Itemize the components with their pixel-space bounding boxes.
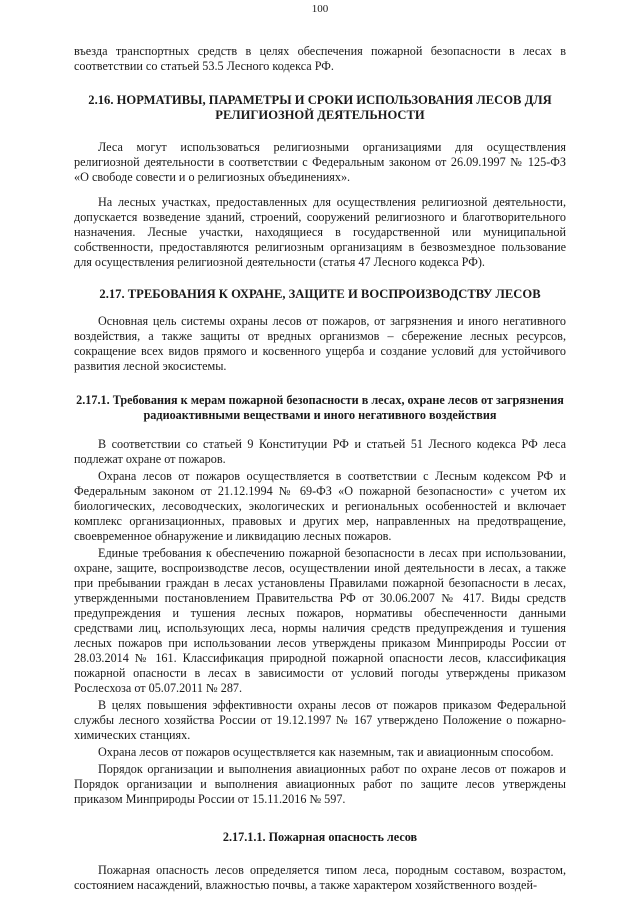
- section-2-17-paragraph: Основная цель системы охраны лесов от пожаров, от загрязнения и иного негативного воздействия, а также защиты от вредных организмов – сбережение лесных ресурсов, сокращение всех видов прямого и косвенного ущерба и создание условий для устойчивого развития лесной экосистемы.: [74, 314, 566, 373]
- page-content: [74, 44, 566, 893]
- section-2-16-paragraph-1: Леса могут использоваться религиозными организациями для осуществления религиозной деятельности в соответствии с Федеральным законом от 26.09.1997 № 125-ФЗ «О свободе совести и о религиозных объединениях».: [74, 140, 566, 184]
- section-2-17-1-1-paragraph: Пожарная опасность лесов определяется типом леса, породным составом, возрастом, состоянием насаждений, влажностью почвы, а также характером хозяйственного воздей-: [74, 863, 566, 892]
- section-2-17-1-paragraph-6: Порядок организации и выполнения авиационных работ по охране лесов от пожаров и Порядок организации и выполнения авиационных работ по защите лесов утверждены приказом Минприроды России от 15.11.2016 № 597.: [74, 762, 566, 806]
- section-2-17-1-paragraph-3: Единые требования к обеспечению пожарной безопасности в лесах при использовании, охране, защите, воспроизводстве лесов, осуществлении иной деятельности в лесах, а также при пребывании граждан в лесах установлены Правилами пожарной безопасности в лесах, утвержденными постановлением Правительства РФ от 30.06.2007 № 417. Виды средств предупреждения и тушения лесных пожаров, нормативы обеспеченности данными средствами лиц, использующих леса, нормы наличия средств предупреждения и тушения лесных пожаров при использовании лесов утверждены приказом Минприроды России от 28.03.2014 № 161. Классификация природной пожарной опасности лесов, классификация пожарной опасности в лесах в зависимости от условий погоды утверждены приказом Рослесхоза от 05.07.2011 № 287.: [74, 546, 566, 695]
- section-2-17-1-paragraph-4: В целях повышения эффективности охраны лесов от пожаров приказом Федеральной службы лесного хозяйства России от 19.12.1997 № 167 утверждено Положение о пожарно-химических станциях.: [74, 698, 566, 742]
- page-number: 100: [311, 3, 329, 15]
- section-2-17-1-paragraph-2: Охрана лесов от пожаров осуществляется в соответствии с Лесным кодексом РФ и Федеральным законом от 21.12.1994 № 69-ФЗ «О пожарной безопасности» с учетом их биологических, лесоводческих, экологических и региональных особенностей и включает комплекс организационных, правовых и других мер, направленных на предотвращение, своевременное обнаружение и ликвидацию лесных пожаров.: [74, 469, 566, 543]
- section-2-17-heading: 2.17. ТРЕБОВАНИЯ К ОХРАНЕ, ЗАЩИТЕ И ВОСПРОИЗВОДСТВУ ЛЕСОВ: [99, 287, 541, 301]
- section-2-16-paragraph-2: На лесных участках, предоставленных для осуществления религиозной деятельности, допускается возведение зданий, строений, сооружений религиозного и благотворительного назначения. Лесные участки, находящиеся в государственной или муниципальной собственности, предоставляются религиозным организациям в безвозмездное пользование для осуществления религиозной деятельности (статья 47 Лесного кодекса РФ).: [74, 195, 566, 269]
- section-2-17-1-paragraph-1: В соответствии со статьей 9 Конституции РФ и статьей 51 Лесного кодекса РФ леса подлежат охране от пожаров.: [74, 437, 566, 466]
- section-2-17-1-paragraph-5: Охрана лесов от пожаров осуществляется как наземным, так и авиационным способом.: [98, 745, 554, 759]
- intro-paragraph: въезда транспортных средств в целях обеспечения пожарной безопасности в лесах в соответствии со статьей 53.5 Лесного кодекса РФ.: [74, 44, 566, 73]
- section-2-17-1-1-heading: 2.17.1.1. Пожарная опасность лесов: [222, 830, 418, 844]
- section-2-17-1-heading: 2.17.1. Требования к мерам пожарной безопасности в лесах, охране лесов от загрязнения радиоактивными веществами и иного негативного воздействия: [76, 393, 564, 422]
- section-2-16-heading: 2.16. НОРМАТИВЫ, ПАРАМЕТРЫ И СРОКИ ИСПОЛЬЗОВАНИЯ ЛЕСОВ ДЛЯ РЕЛИГИОЗНОЙ ДЕЯТЕЛЬНОСТИ: [88, 93, 552, 122]
